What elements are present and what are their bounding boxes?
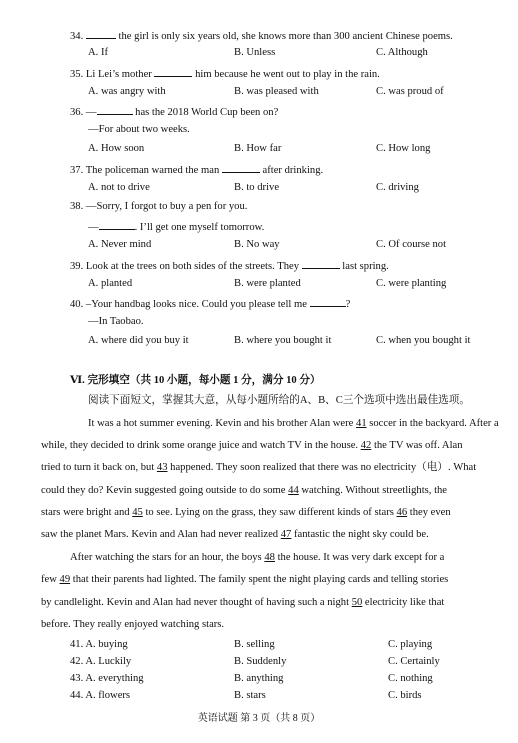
question-text: the girl is only six years old, she knows more than 300 ancient Chinese poems. <box>115 31 453 42</box>
passage-line <box>41 528 429 541</box>
answer-blank <box>97 104 133 115</box>
option-a: A. not to drive <box>88 182 150 193</box>
option-b: B. to drive <box>234 182 280 193</box>
option-c: C. Certainly <box>388 656 440 667</box>
blank-47: 47 <box>280 529 292 540</box>
question-number: 36. <box>70 107 84 118</box>
dialogue-reply: —In Taobao. <box>88 316 144 327</box>
question-number: 38. <box>70 201 84 212</box>
question-36 <box>70 104 278 119</box>
passage-text: It was a hot summer evening. Kevin and his brother Alan were <box>88 418 357 429</box>
passage-line <box>41 596 444 609</box>
option-c: C. driving <box>376 182 419 193</box>
passage-text: happened. They soon realized that there was no electricity（电）. What <box>167 462 477 473</box>
option-b: B. was pleased with <box>234 86 319 97</box>
answer-41 <box>70 638 128 651</box>
passage-line <box>41 439 463 452</box>
answer-42 <box>70 655 131 668</box>
question-37 <box>70 162 323 177</box>
option-c: C. birds <box>388 690 422 701</box>
passage-text: that their parents had lighted. The family spent the night playing cards and telling stories <box>70 574 449 585</box>
option-c: C. How long <box>376 143 431 154</box>
option-a: A. Luckily <box>85 656 132 667</box>
option-b: B. where you bought it <box>234 335 332 346</box>
answer-blank <box>310 296 346 307</box>
answer-number: 44. <box>70 690 84 701</box>
passage-text: the TV was off. Alan <box>371 440 463 451</box>
option-a: A. How soon <box>88 143 145 154</box>
option-c: C. was proud of <box>376 86 444 97</box>
question-text: ? <box>345 299 351 310</box>
passage-line <box>41 484 447 497</box>
option-c: C. playing <box>388 639 433 650</box>
question-35 <box>70 66 380 81</box>
passage-text: soccer in the backyard. After a <box>366 418 499 429</box>
option-c: C. were planting <box>376 278 447 289</box>
blank-45: 45 <box>132 507 143 518</box>
passage-line <box>41 573 448 586</box>
passage-text: tried to turn it back on, but <box>41 462 157 473</box>
option-b: B. No way <box>234 239 280 250</box>
passage-text: they even <box>407 507 451 518</box>
option-b: B. Unless <box>234 47 276 58</box>
question-number: 39. <box>70 261 84 272</box>
question-text: The policeman warned the man <box>83 165 222 176</box>
option-a: A. Never mind <box>88 239 152 250</box>
option-a: A. flowers <box>85 690 131 701</box>
answer-44 <box>70 689 130 702</box>
passage-text: saw the planet Mars. Kevin and Alan had never realized <box>41 529 281 540</box>
answer-blank <box>99 219 135 230</box>
passage-text: After watching the stars for an hour, the boys <box>70 552 265 563</box>
option-b: B. Suddenly <box>234 656 287 667</box>
option-a: A. planted <box>88 278 133 289</box>
question-text: last spring. <box>339 261 389 272</box>
question-38 <box>70 200 247 213</box>
option-a: A. where did you buy it <box>88 335 189 346</box>
passage-text: by candlelight. Kevin and Alan had never thought of having such a night <box>41 597 352 608</box>
question-text: after drinking. <box>259 165 324 176</box>
option-c: C. nothing <box>388 673 433 684</box>
option-c: C. Of course not <box>376 239 447 250</box>
question-40 <box>70 296 350 311</box>
question-39 <box>70 258 389 273</box>
question-text: –Your handbag looks nice. Could you please tell me <box>83 299 310 310</box>
dialogue-reply: —For about two weeks. <box>88 124 190 135</box>
question-34 <box>70 28 453 43</box>
passage-text: the house. It was very dark except for a <box>274 552 445 563</box>
question-text: —Sorry, I forgot to buy a pen for you. <box>83 201 248 212</box>
section-title: Ⅵ. 完形填空（共 10 小题，每小题 1 分，满分 10 分） <box>70 375 321 386</box>
option-a: A. everything <box>85 673 144 684</box>
option-a: A. If <box>88 47 109 58</box>
option-a: A. was angry with <box>88 86 166 97</box>
option-c: C. Although <box>376 47 428 58</box>
passage-line <box>41 506 451 519</box>
answer-43 <box>70 672 144 685</box>
passage-line <box>70 551 444 564</box>
option-b: B. anything <box>234 673 284 684</box>
passage-text: watching. Without streetlights, the <box>298 485 448 496</box>
section-instruction: 阅读下面短文，掌握其大意，从每小题所给的A、B、C三个选项中选出最佳选项。 <box>88 395 470 406</box>
passage-text: fantastic the night sky could be. <box>291 529 429 540</box>
passage-text: to see. Lying on the grass, they saw different kinds of stars <box>142 507 397 518</box>
passage-text: could they do? Kevin suggested going outside to do some <box>41 485 289 496</box>
answer-number: 43. <box>70 673 84 684</box>
passage-line <box>41 461 476 474</box>
question-text: him because he went out to play in the rain. <box>192 69 380 80</box>
passage-text: stars were bright and <box>41 507 133 518</box>
blank-49: 49 <box>59 574 71 585</box>
blank-41: 41 <box>356 418 367 429</box>
page-footer: 英语试题 第 3 页（共 8 页） <box>197 713 321 724</box>
question-number: 35. <box>70 69 84 80</box>
question-number: 34. <box>70 31 84 42</box>
blank-48: 48 <box>264 552 275 563</box>
blank-46: 46 <box>396 507 408 518</box>
blank-43: 43 <box>156 462 168 473</box>
blank-44: 44 <box>288 485 299 496</box>
dialogue-reply <box>88 219 264 234</box>
question-number: 40. <box>70 299 84 310</box>
option-b: B. stars <box>234 690 266 701</box>
answer-blank <box>86 28 116 39</box>
answer-blank <box>302 258 340 269</box>
answer-number: 41. <box>70 639 84 650</box>
option-b: B. were planted <box>234 278 301 289</box>
passage-line: before. They really enjoyed watching stars. <box>41 619 225 630</box>
question-text: Li Lei’s mother <box>83 69 155 80</box>
option-c: C. when you bought it <box>376 335 471 346</box>
option-b: B. selling <box>234 639 275 650</box>
option-a: A. buying <box>85 639 128 650</box>
passage-line <box>88 417 499 430</box>
passage-text: few <box>41 574 60 585</box>
dash: — <box>88 222 99 233</box>
blank-42: 42 <box>360 440 372 451</box>
question-number: 37. <box>70 165 84 176</box>
question-text: Look at the trees on both sides of the streets. They <box>83 261 302 272</box>
answer-blank <box>222 162 260 173</box>
passage-text: electricity like that <box>362 597 445 608</box>
answer-number: 42. <box>70 656 84 667</box>
question-text: has the 2018 World Cup been on? <box>132 107 279 118</box>
option-b: B. How far <box>234 143 282 154</box>
blank-50: 50 <box>351 597 363 608</box>
answer-blank <box>154 66 192 77</box>
question-text: — <box>83 107 97 118</box>
passage-text: while, they decided to drink some orange juice and watch TV in the house. <box>41 440 361 451</box>
question-text: . I’ll get one myself tomorrow. <box>134 222 265 233</box>
